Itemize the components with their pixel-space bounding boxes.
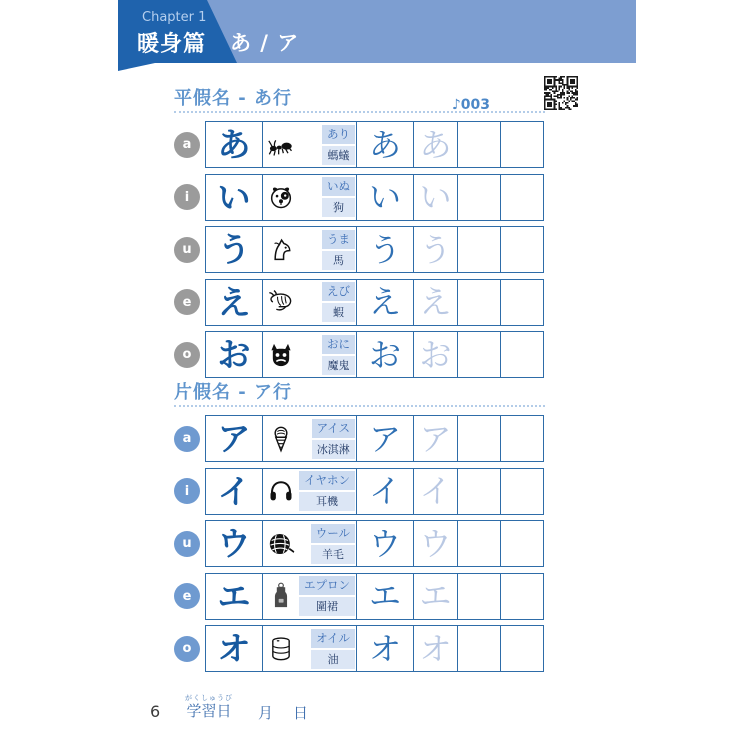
vocab-chinese: 羊毛 — [311, 545, 355, 564]
study-date-furigana: がくしゅうび — [185, 694, 233, 702]
vocab-chip — [322, 282, 356, 322]
vocab-cell — [262, 227, 356, 272]
practice-box[interactable] — [457, 416, 500, 461]
kana-row — [174, 574, 594, 619]
kana-row — [174, 416, 594, 461]
section-title: 平假名 - あ行 — [174, 88, 293, 109]
practice-box[interactable] — [500, 416, 543, 461]
practice-box[interactable] — [457, 227, 500, 272]
vocab-japanese: ウール — [311, 524, 355, 543]
kana-main-cell: オ — [217, 629, 251, 668]
kana-row — [174, 469, 594, 514]
vocab-chinese: 圍裙 — [299, 597, 355, 616]
chapter-number: Chapter 1 — [142, 10, 207, 25]
vocab-cell — [262, 521, 356, 566]
row-list — [174, 416, 594, 671]
vocab-japanese: うま — [322, 230, 355, 249]
vocab-japanese: あり — [322, 125, 355, 144]
vocab-japanese: エプロン — [299, 576, 355, 595]
qr-code[interactable] — [544, 76, 578, 110]
vocab-chinese: 冰淇淋 — [312, 440, 355, 459]
vocab-chinese: 油 — [311, 650, 355, 669]
practice-grid — [205, 121, 544, 168]
vocab-cell — [262, 122, 356, 167]
practice-box[interactable] — [500, 332, 543, 377]
kana-row — [174, 175, 594, 220]
romaji-letter: u — [182, 536, 192, 551]
practice-box[interactable] — [500, 280, 543, 325]
oil-icon — [267, 635, 295, 663]
practice-grid — [205, 573, 544, 620]
vocab-chinese: 蝦 — [322, 303, 355, 322]
vocab-cell — [262, 175, 356, 220]
vocab-chinese: 狗 — [322, 198, 355, 217]
ice-cream-icon — [267, 425, 295, 453]
kana-trace-cell[interactable]: オ — [413, 626, 457, 671]
shrimp-icon — [267, 288, 295, 316]
romaji-letter: a — [182, 137, 192, 152]
kana-section — [174, 84, 594, 385]
header-kana-label: あ / ア — [230, 31, 300, 55]
section-header — [174, 378, 545, 407]
kana-row — [174, 521, 594, 566]
practice-box[interactable] — [500, 574, 543, 619]
kana-trace-cell[interactable]: え — [413, 280, 457, 325]
vocab-chinese: 魔鬼 — [322, 356, 355, 375]
practice-grid — [205, 331, 544, 378]
romaji-badge — [174, 237, 200, 263]
romaji-badge — [174, 342, 200, 368]
practice-grid — [205, 174, 544, 221]
kana-main-cell: う — [217, 230, 251, 269]
kana-row — [174, 332, 594, 377]
kana-section — [174, 378, 594, 679]
vocab-chinese: 耳機 — [299, 492, 355, 511]
practice-grid — [205, 226, 544, 273]
kana-sample-cell: イ — [356, 469, 413, 514]
romaji-letter: a — [182, 431, 192, 446]
romaji-badge — [174, 184, 200, 210]
page-number: 6 — [150, 702, 161, 721]
kana-trace-cell[interactable]: ウ — [413, 521, 457, 566]
practice-box[interactable] — [457, 626, 500, 671]
practice-box[interactable] — [457, 332, 500, 377]
romaji-badge — [174, 289, 200, 315]
practice-box[interactable] — [500, 626, 543, 671]
vocab-chinese: 螞蟻 — [322, 146, 355, 165]
kana-trace-cell[interactable]: エ — [413, 574, 457, 619]
romaji-letter: e — [182, 294, 192, 310]
kana-trace-cell[interactable]: う — [413, 227, 457, 272]
kana-main-cell: イ — [217, 471, 251, 511]
headphones-icon — [267, 477, 295, 505]
vocab-japanese: いぬ — [322, 177, 355, 196]
practice-box[interactable] — [457, 574, 500, 619]
kana-main-cell: い — [217, 177, 251, 217]
kana-main-cell: お — [217, 335, 251, 374]
vocab-cell — [262, 332, 356, 377]
vocab-chip — [312, 419, 356, 459]
kana-row — [174, 280, 594, 325]
practice-box[interactable] — [457, 469, 500, 514]
vocab-chinese: 馬 — [322, 251, 355, 270]
kana-row — [174, 626, 594, 671]
kana-sample-cell: い — [356, 175, 413, 220]
kana-main-cell: エ — [217, 576, 251, 616]
practice-box[interactable] — [500, 175, 543, 220]
romaji-badge — [174, 583, 200, 609]
romaji-badge — [174, 478, 200, 504]
kana-trace-cell[interactable]: い — [413, 175, 457, 220]
kana-sample-cell: エ — [356, 574, 413, 619]
kana-sample-cell: ウ — [356, 521, 413, 566]
row-list — [174, 122, 594, 377]
romaji-letter: u — [182, 242, 192, 257]
vocab-chip — [322, 177, 356, 217]
kana-main-cell: え — [217, 282, 251, 322]
kana-row — [174, 122, 594, 167]
kana-sample-cell: う — [356, 227, 413, 272]
practice-box[interactable] — [457, 280, 500, 325]
kana-row — [174, 227, 594, 272]
practice-box[interactable] — [500, 122, 543, 167]
apron-icon — [267, 582, 295, 610]
vocab-chip — [322, 125, 356, 165]
vocab-cell — [262, 416, 356, 461]
vocab-japanese: おに — [322, 335, 355, 354]
vocab-chip — [322, 335, 356, 375]
oni-icon — [267, 341, 295, 369]
kana-sample-cell: オ — [356, 626, 413, 671]
yarn-icon — [267, 530, 295, 558]
romaji-letter: e — [182, 588, 192, 604]
practice-box[interactable] — [500, 227, 543, 272]
page-footer — [0, 694, 400, 726]
romaji-letter: o — [182, 641, 192, 656]
ant-icon — [267, 131, 295, 159]
kana-trace-cell[interactable]: ア — [413, 416, 457, 461]
vocab-japanese: オイル — [311, 629, 355, 648]
practice-box[interactable] — [457, 521, 500, 566]
kana-trace-cell[interactable]: イ — [413, 469, 457, 514]
practice-box[interactable] — [457, 175, 500, 220]
study-date-text: 学習日 — [186, 702, 232, 720]
kana-main-cell: ア — [217, 419, 251, 458]
vocab-cell — [262, 574, 356, 619]
vocab-chip — [299, 576, 356, 616]
romaji-badge — [174, 426, 200, 452]
horse-icon — [267, 236, 295, 264]
practice-grid — [205, 415, 544, 462]
vocab-japanese: アイス — [312, 419, 355, 438]
kana-trace-cell[interactable]: あ — [413, 122, 457, 167]
section-title: 片假名 - ア行 — [174, 382, 293, 403]
kana-sample-cell: え — [356, 280, 413, 325]
romaji-badge — [174, 636, 200, 662]
kana-sample-cell: あ — [356, 122, 413, 167]
romaji-letter: i — [184, 189, 190, 205]
romaji-badge — [174, 531, 200, 557]
practice-grid — [205, 625, 544, 672]
chapter-ribbon — [118, 0, 238, 72]
practice-box[interactable] — [457, 122, 500, 167]
romaji-letter: i — [184, 483, 190, 499]
kana-trace-cell[interactable]: お — [413, 332, 457, 377]
dog-icon — [267, 183, 295, 211]
vocab-cell — [262, 469, 356, 514]
audio-track-label: ♪003 — [451, 97, 490, 113]
vocab-chip — [311, 629, 356, 669]
day-label: 日 — [293, 704, 309, 722]
vocab-chip — [299, 471, 356, 511]
practice-grid — [205, 468, 544, 515]
vocab-chip — [322, 230, 356, 270]
vocab-cell — [262, 626, 356, 671]
vocab-cell — [262, 280, 356, 325]
chapter-title: 暖身篇 — [137, 32, 207, 57]
practice-grid — [205, 279, 544, 326]
vocab-japanese: えび — [322, 282, 355, 301]
practice-grid — [205, 520, 544, 567]
kana-sample-cell: ア — [356, 416, 413, 461]
study-date-label — [185, 694, 233, 720]
month-label: 月 — [258, 704, 274, 722]
vocab-chip — [311, 524, 356, 564]
practice-box[interactable] — [500, 469, 543, 514]
romaji-badge — [174, 132, 200, 158]
kana-main-cell: あ — [217, 125, 251, 164]
vocab-japanese: イヤホン — [299, 471, 355, 490]
romaji-letter: o — [182, 347, 192, 362]
section-header — [174, 84, 545, 113]
kana-sample-cell: お — [356, 332, 413, 377]
practice-box[interactable] — [500, 521, 543, 566]
kana-main-cell: ウ — [217, 524, 251, 563]
